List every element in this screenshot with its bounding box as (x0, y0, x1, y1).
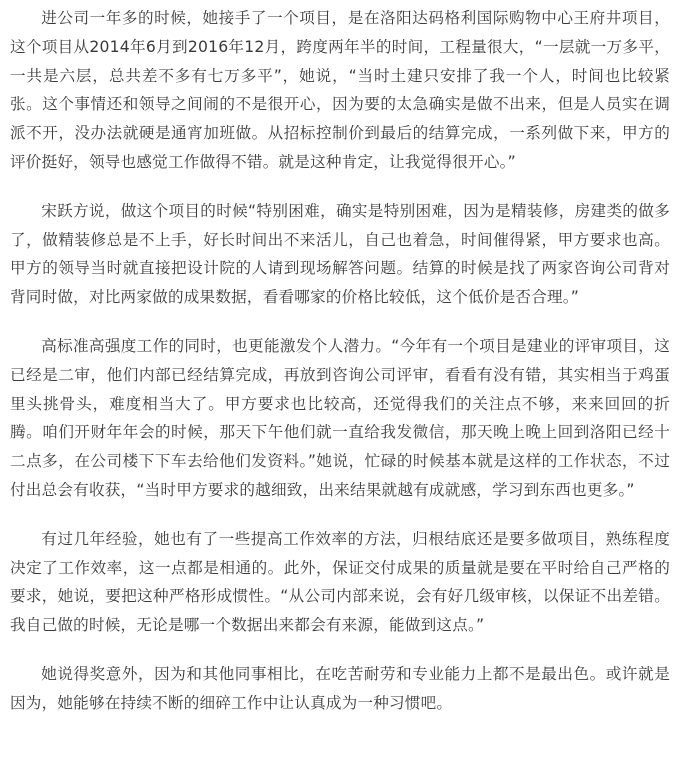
paragraph-4: 有过几年经验，她也有了一些提高工作效率的方法，归根结底还是要多做项目，熟练程度决定了工作效率，这一点都是相通的。此外，保证交付成果的质量就是要在平时给自己严格的要求，她说，要把这种严格形成惯性。“从公司内部来说，会有好几级审核，以保证不出差错。我自己做的时候，无论是哪一个数据出来都会有来源，能做到这点。” (10, 529, 670, 635)
paragraph-1: 进公司一年多的时候，她接手了一个项目，是在洛阳达码格利国际购物中心王府井项目，这个项目从2014年6月到2016年12月，跨度两年半的时间，工程量很大，“一层就一万多平，一共是六层，总共差不多有七万多平”，她说，“当时土建只安排了我一个人，时间也比较紧张。这个事情还和领导之间闹的不是很开心，因为要的太急确实是做不出来，但是人员实在调派不开，没办法就硬是通宵加班做。从招标控制价到最后的结算完成，一系列做下来，甲方的评价挺好，领导也感觉工作做得不错。就是这种肯定，让我觉得很开心。” (10, 9, 670, 171)
paragraph-2: 宋跃方说，做这个项目的时候“特别困难，确实是特别困难，因为是精装修，房建类的做多了，做精装修总是不上手，好长时间出不来活儿，自己也着急，时间催得紧，甲方要求也高。甲方的领导当时就直接把设计院的人请到现场解答问题。结算的时候是找了两家咨询公司背对背同时做，对比两家做的成果数据，看看哪家的价格比较低，这个低价是否合理。” (10, 201, 670, 307)
paragraph-5: 她说得奖意外，因为和其他同事相比，在吃苦耐劳和专业能力上都不是最出色。或许就是因为，她能够在持续不断的细碎工作中让认真成为一种习惯吧。 (10, 664, 670, 712)
paragraph-3: 高标准高强度工作的同时，也更能激发个人潜力。“今年有一个项目是建业的评审项目，这已经是二审，他们内部已经结算完成，再放到咨询公司评审，看看有没有错，其实相当于鸡蛋里头挑骨头，难度相当大了。甲方要求也比较高，还觉得我们的关注点不够，来来回回的折腾。咱们开财年年会的时候，那天下午他们就一直给我发微信，那天晚上晚上回到洛阳已经十二点多，在公司楼下下车去给他们发资料。”她说，忙碌的时候基本就是这样的工作状态，不过付出总会有收获，“当时甲方要求的越细致，出来结果就越有成就感，学习到东西也更多。” (10, 336, 670, 499)
